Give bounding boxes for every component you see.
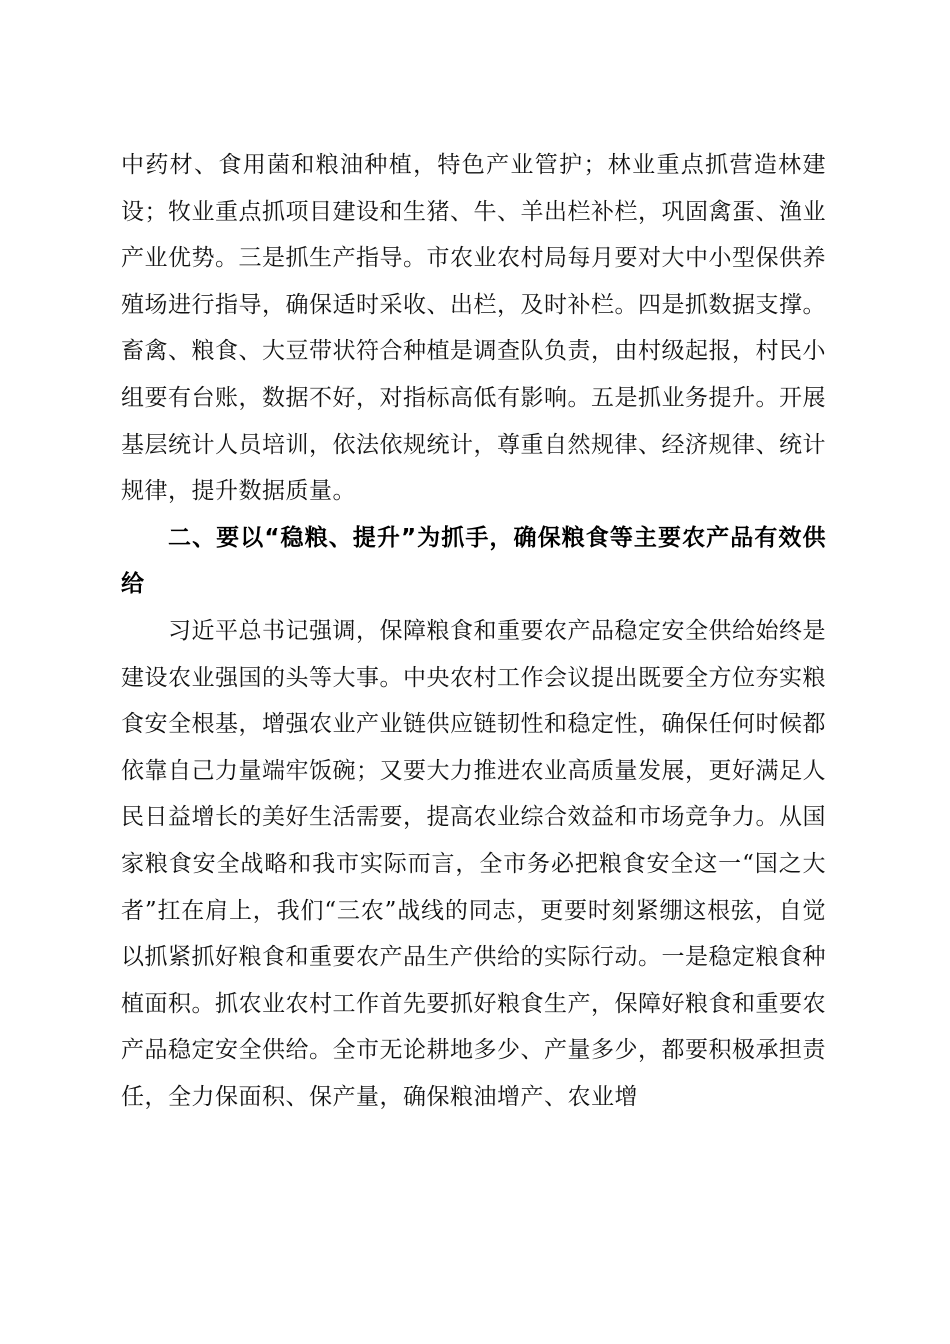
document-body (121, 142, 826, 1120)
body-paragraph: 习近平总书记强调，保障粮食和重要农产品稳定安全供给始终是建设农业强国的头等大事。中央农村工作会议提出既要全方位夯实粮食安全根基，增强农业产业链供应链韧性和稳定性，确保任何时候都依靠自己力量端牢饭碗；又要大力推进农业高质量发展，更好满足人民日益增长的美好生活需要，提高农业综合效益和市场竞争力。从国家粮食安全战略和我市实际而言，全市务必把粮食安全这一“国之大者”扛在肩上，我们“三农”战线的同志，更要时刻紧绷这根弦，自觉以抓紧抓好粮食和重要农产品生产供给的实际行动。一是稳定粮食种植面积。抓农业农村工作首先要抓好粮食生产，保障好粮食和重要农产品稳定安全供给。全市无论耕地多少、产量多少，都要积极承担责任，全力保面积、保产量，确保粮油增产、农业增 (121, 617, 826, 1110)
body-paragraph-continuation: 中药材、食用菌和粮油种植，特色产业管护；林业重点抓营造林建设；牧业重点抓项目建设和生猪、牛、羊出栏补栏，巩固禽蛋、渔业产业优势。三是抓生产指导。市农业农村局每月要对大中小型保供养殖场进行指导，确保适时采收、出栏，及时补栏。四是抓数据支撑。畜禽、粮食、大豆带状符合种植是调查队负责，由村级起报，村民小组要有台账，数据不好，对指标高低有影响。五是抓业务提升。开展基层统计人员培训，依法依规统计，尊重自然规律、经济规律、统计规律，提升数据质量。 (121, 152, 826, 505)
section-heading: 二、要以“稳粮、提升”为抓手，确保粮食等主要农产品有效供给 (121, 524, 826, 598)
